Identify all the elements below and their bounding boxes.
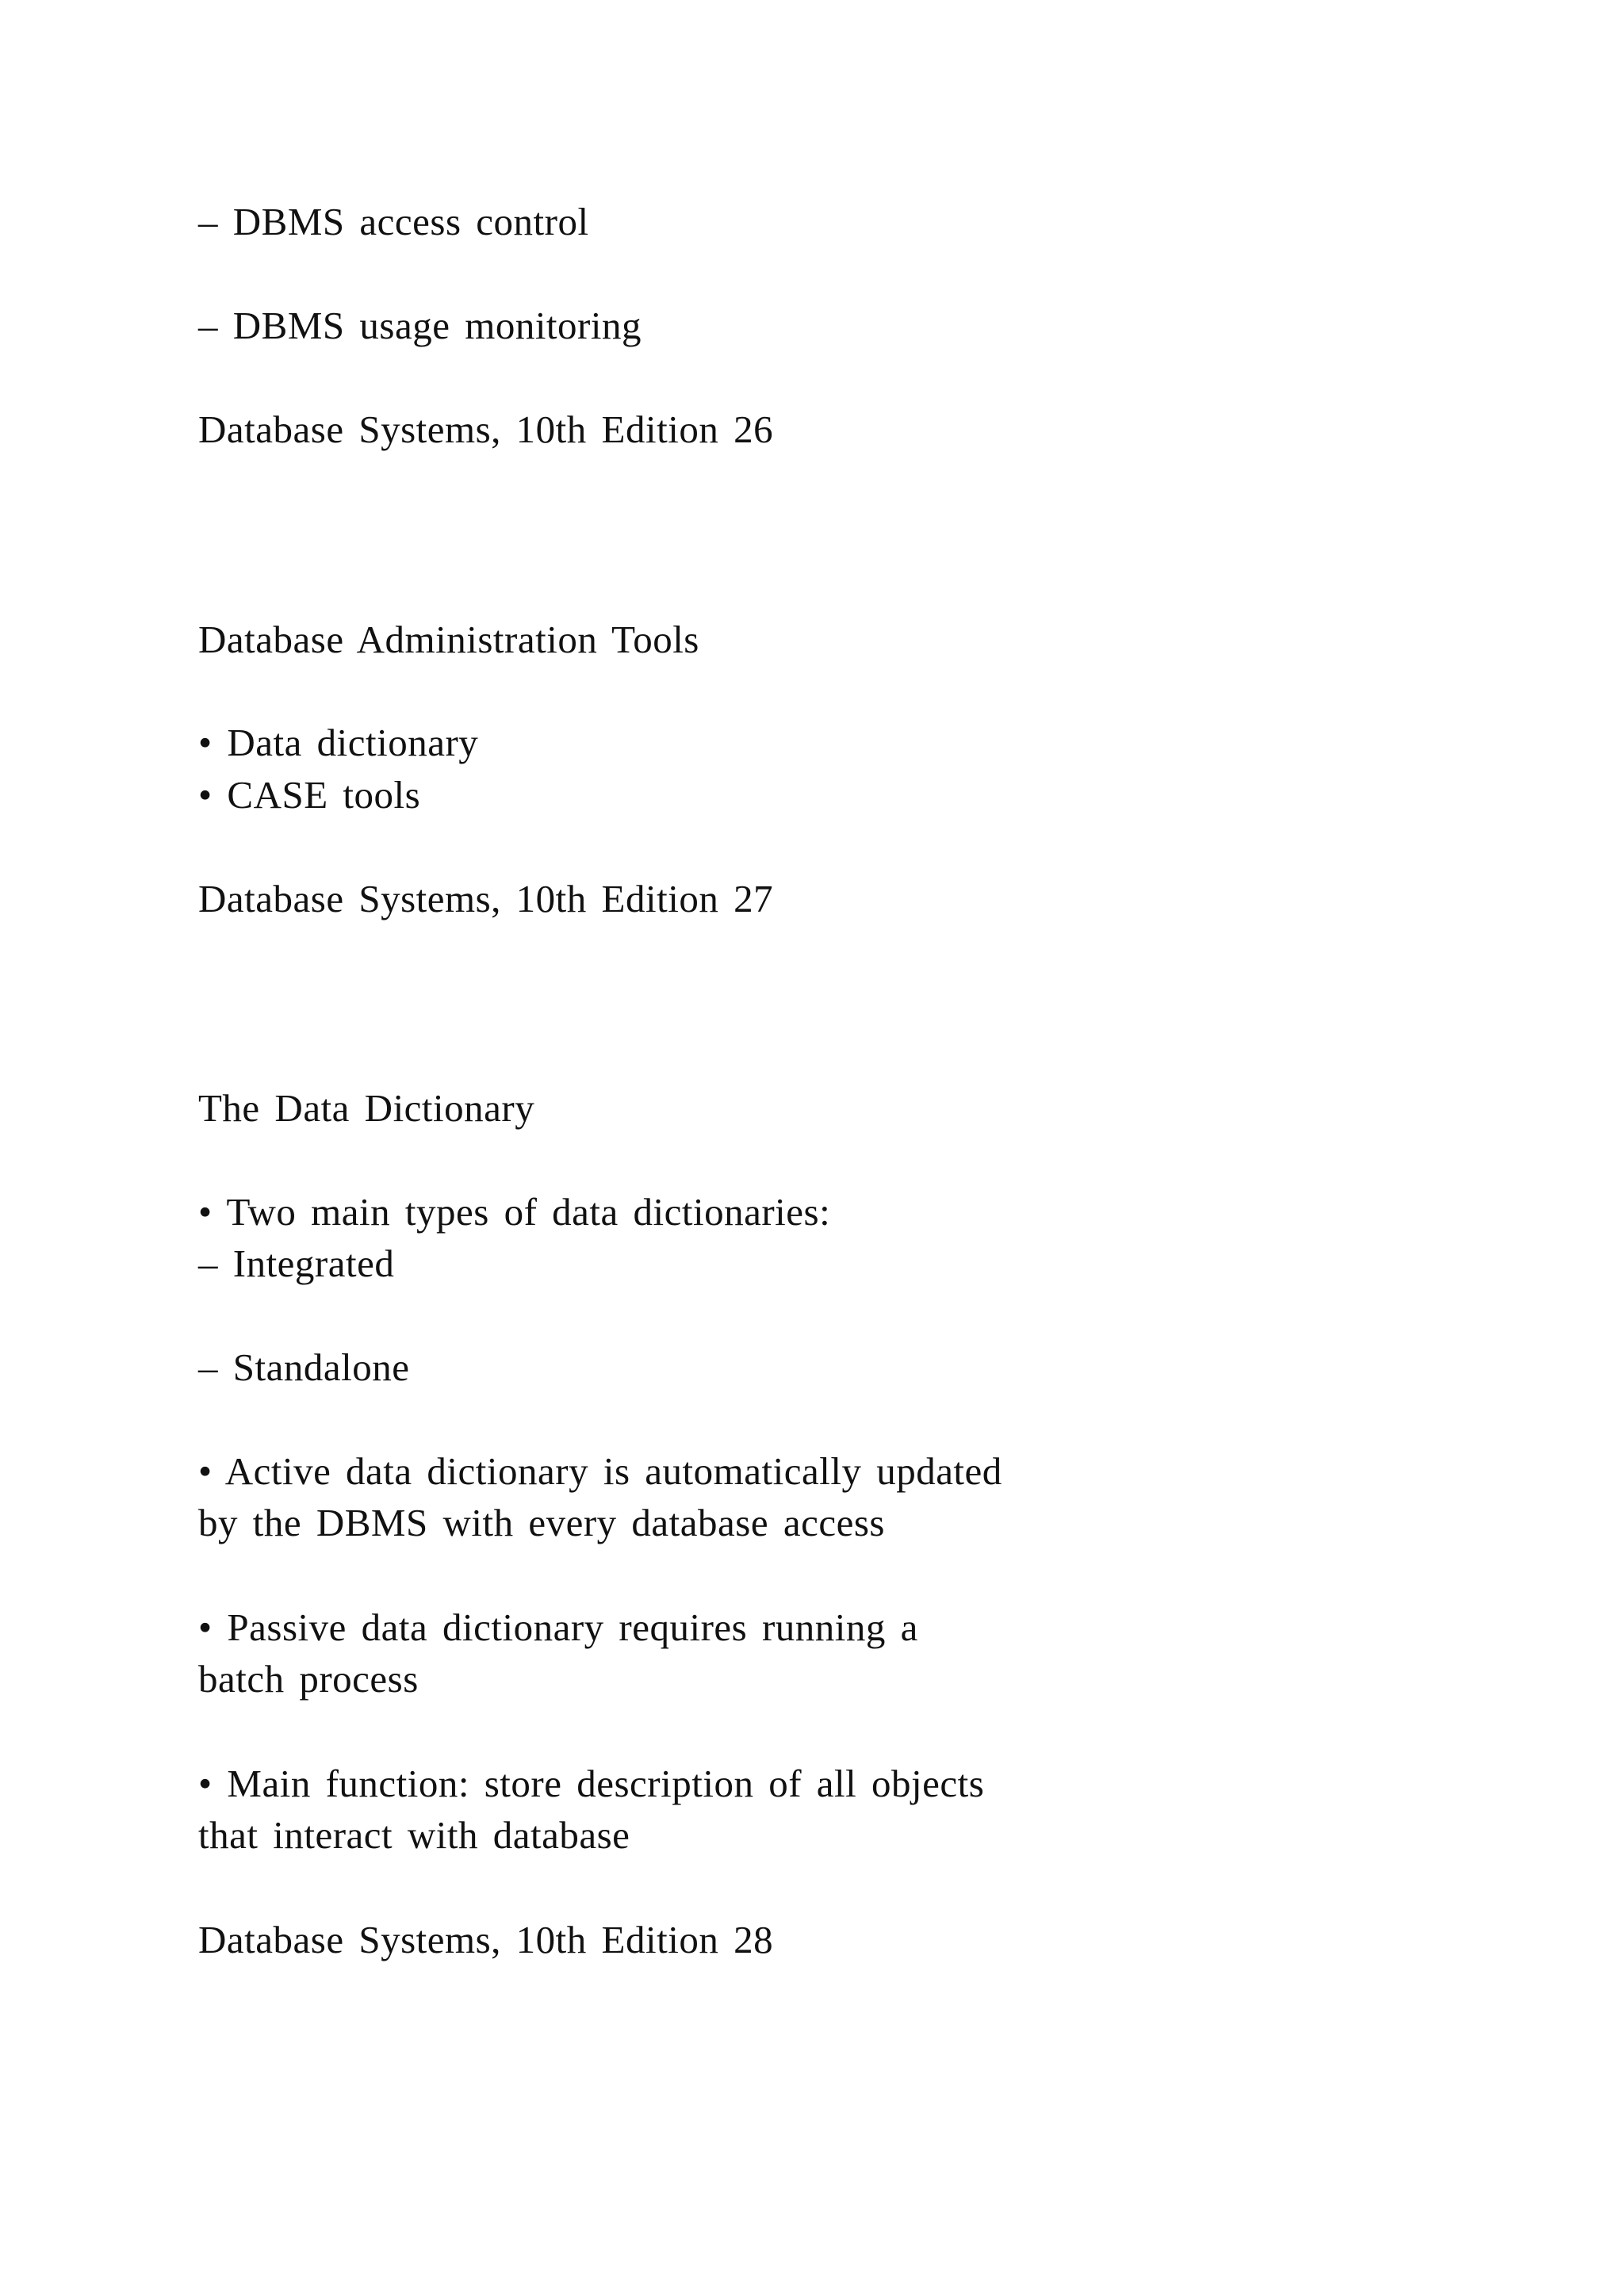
bullet-dbms-usage-monitoring: – DBMS usage monitoring	[198, 304, 642, 347]
section-heading-database-administration-tools: Database Administration Tools	[198, 618, 699, 661]
bullet-case-tools: • CASE tools	[198, 773, 421, 817]
bullet-two-main-types: • Two main types of data dictionaries:	[198, 1190, 831, 1234]
page-footer-27: Database Systems, 10th Edition 27	[198, 877, 774, 920]
bullet-main-function: • Main function: store description of all objects	[198, 1762, 985, 1805]
bullet-passive-data-dictionary: • Passive data dictionary requires running a	[198, 1605, 918, 1649]
bullet-main-function-cont: that interact with database	[198, 1813, 630, 1857]
sub-bullet-integrated: – Integrated	[198, 1242, 395, 1285]
section-heading-the-data-dictionary: The Data Dictionary	[198, 1086, 535, 1130]
bullet-dbms-access-control: – DBMS access control	[198, 200, 589, 243]
bullet-data-dictionary: • Data dictionary	[198, 721, 479, 764]
bullet-passive-data-dictionary-cont: batch process	[198, 1657, 419, 1701]
page-footer-26: Database Systems, 10th Edition 26	[198, 408, 774, 451]
page-footer-28: Database Systems, 10th Edition 28	[198, 1918, 774, 1961]
bullet-active-data-dictionary: • Active data dictionary is automatically updated	[198, 1449, 1002, 1493]
sub-bullet-standalone: – Standalone	[198, 1345, 410, 1389]
bullet-active-data-dictionary-cont: by the DBMS with every database access	[198, 1501, 885, 1544]
